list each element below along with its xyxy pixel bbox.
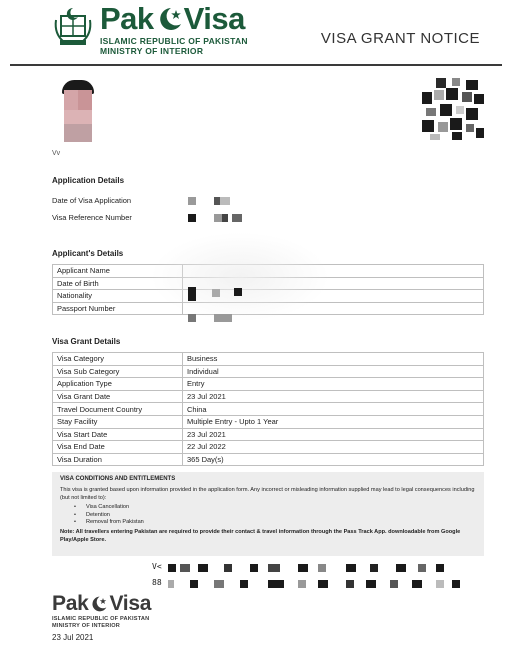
row-label: Passport Number [53, 302, 183, 315]
applicant-details-title: Applicant's Details [52, 249, 124, 258]
row-value: 23 Jul 2021 [183, 428, 484, 441]
row-label: Travel Document Country [53, 403, 183, 416]
brand-visa-text: Visa [183, 1, 245, 36]
visa-reference-label: Visa Reference Number [52, 213, 132, 222]
row-value: Multiple Entry - Upto 1 Year [183, 415, 484, 428]
redacted-block [188, 314, 196, 322]
brand-pak-text: Pak [100, 1, 154, 36]
brand-subtitle-ministry: MINISTRY OF INTERIOR [100, 46, 204, 56]
row-value: Individual [183, 365, 484, 378]
redacted-block [188, 214, 196, 222]
redacted-block [220, 197, 230, 205]
row-value: Entry [183, 378, 484, 391]
list-item: • Detention [74, 512, 476, 519]
footer-brand-logo [52, 592, 151, 629]
redaction-smudge [150, 232, 330, 322]
row-label: Visa Duration [53, 453, 183, 466]
redacted-block [232, 214, 242, 222]
state-emblem-icon [52, 6, 94, 48]
footer-subtitle-ministry: MINISTRY OF INTERIOR [52, 622, 121, 629]
table-row [53, 353, 484, 366]
application-date-label: Date of Visa Application [52, 196, 132, 205]
visa-grant-details-table [52, 352, 484, 466]
row-value: China [183, 403, 484, 416]
row-label: Applicant Name [53, 265, 183, 278]
application-details-title: Application Details [52, 176, 125, 185]
qr-code-icon [422, 78, 484, 140]
footer-subtitle-country: ISLAMIC REPUBLIC OF PAKISTAN [52, 616, 150, 622]
footer-brand-visa-text: Visa [109, 592, 152, 615]
table-row [53, 428, 484, 441]
redacted-block [214, 314, 232, 322]
visa-grant-details-title: Visa Grant Details [52, 337, 121, 346]
table-row [53, 415, 484, 428]
row-label: Visa Start Date [53, 428, 183, 441]
mrz-line-1-prefix: V< [152, 562, 162, 571]
row-value: 23 Jul 2021 [183, 390, 484, 403]
list-item: • Visa Cancellation [74, 504, 476, 511]
redacted-block [212, 289, 220, 297]
footer-date: 23 Jul 2021 [52, 633, 94, 642]
redacted-block [222, 214, 228, 222]
table-row [53, 378, 484, 391]
table-row [53, 403, 484, 416]
photo-caption: Vv [52, 150, 61, 157]
row-label: Date of Birth [53, 277, 183, 290]
row-label: Visa Sub Category [53, 365, 183, 378]
conditions-intro: This visa is granted based upon information provided in the application form. Any incorrect or misleading information supplied may lead to legal consequences including (but not limited to): [60, 487, 475, 501]
mrz-redacted-blocks [168, 562, 498, 588]
table-row [53, 390, 484, 403]
row-value: Business [183, 353, 484, 366]
conditions-title: VISA CONDITIONS AND ENTITLEMENTS [60, 476, 176, 482]
row-label: Visa Grant Date [53, 390, 183, 403]
applicant-photo [60, 80, 96, 146]
table-row [53, 453, 484, 466]
row-label: Stay Facility [53, 415, 183, 428]
notice-title: VISA GRANT NOTICE [320, 30, 480, 47]
crescent-star-icon [157, 4, 183, 34]
redacted-block [188, 197, 196, 205]
row-value: 22 Jul 2022 [183, 441, 484, 454]
brand-subtitle-country: ISLAMIC REPUBLIC OF PAKISTAN [100, 36, 248, 46]
footer-brand-pak-text: Pak [52, 592, 89, 615]
list-item: • Removal from Pakistan [74, 519, 476, 526]
redacted-block [188, 287, 196, 301]
row-label: Visa Category [53, 353, 183, 366]
brand-logo [100, 2, 248, 56]
header-divider [10, 64, 502, 66]
conditions-note: Note: All travellers entering Pakistan are required to provide their contact & travel information through the Pass Track App. downloadable from Google Play/Apple Store. [60, 529, 461, 543]
crescent-star-icon [90, 594, 108, 614]
redacted-block [214, 214, 222, 222]
redacted-block [234, 288, 242, 296]
visa-conditions-box [52, 472, 484, 556]
header [0, 0, 514, 66]
row-value: 365 Day(s) [183, 453, 484, 466]
row-label: Nationality [53, 290, 183, 303]
mrz-line-2-prefix: 88 [152, 578, 162, 587]
conditions-list [74, 504, 476, 526]
row-label: Visa End Date [53, 441, 183, 454]
table-row [53, 441, 484, 454]
row-label: Application Type [53, 378, 183, 391]
table-row [53, 365, 484, 378]
